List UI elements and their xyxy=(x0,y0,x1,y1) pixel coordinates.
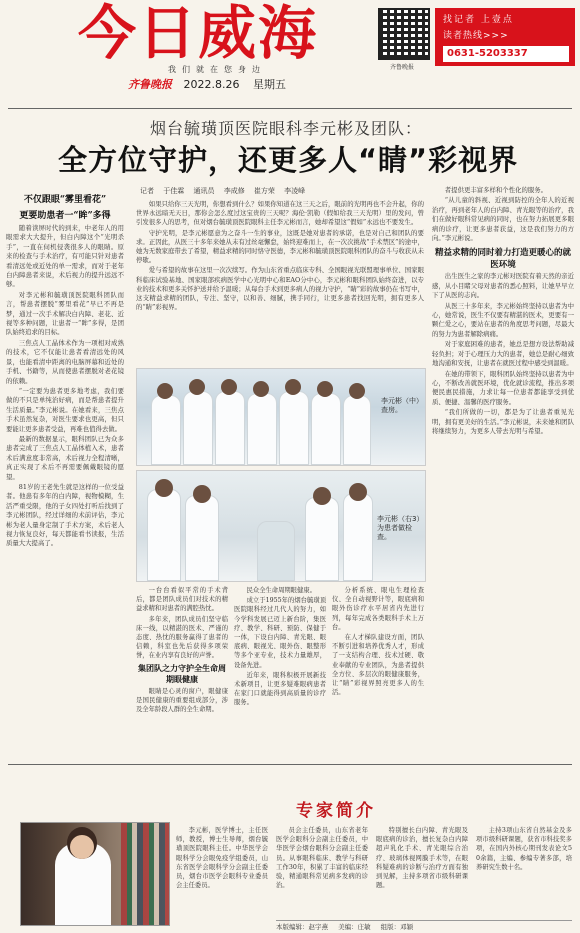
lower-col-3 xyxy=(332,586,424,758)
mid-subhead: 集团队之力守护全生命周期眼健康 xyxy=(138,662,226,684)
expert-title: 专家简介 xyxy=(296,801,376,821)
masthead-title: 今日威海 xyxy=(78,0,319,67)
left-column xyxy=(6,192,124,757)
paragraph: 守护光明，是李元彬愿意为之奋斗一生的事业，这既是她对患者的承诺，也是对自己和团队的要求。正因此，从医三十多年来她从未有过丝毫懈怠，始终迎难而上，在一次次挑战“手术禁区”的途中，她为无数家庭带去了希望，精益求精的同时恪守医德，李元彬和毓璜顶医院眼科团队的奋斗与收获从未停歇。 xyxy=(136,228,424,265)
right-column xyxy=(432,186,574,758)
paragraph: 李元彬，医学博士，主任医师，教授，博士生导师，烟台毓璜顶医院眼科主任。中华医学会眼科学分会眼免疫学组委员，山东省医学会眼科学分会副主任委员，烟台市医学会眼科专业委员会主任委员。 xyxy=(176,827,268,890)
paragraph: “一定要为患者更多地考虑，我们要做的不只是单纯治好病，而是帮患者提升生活质量。”李元彬说。在她看来，三焦点手术虽然复杂，对医生要求也更高，但只要能让更多患者受益，再难也值得去做。 xyxy=(6,386,124,433)
paragraph: 爱与希望的故事在这里一次次续写。作为山东省重点临床专科、全国眼视光联盟理事单位、国家眼科临床试验基地、国家眼部疾病医学中心光明中心和EAO分中心，李元彬和眼科团队始终奋进，以专业的技术和更多关怀护送并给予温暖；从每台手术到更多病人的视力守护，“睛”彩的故事仍在书写中，这支精益求精的团队，专注、坚守，以和善、细腻，携手同行，让更多患者找回光明，拥有更多人的“睛”彩视界。 xyxy=(136,266,424,312)
paragraph: 者提供更丰富多样和个性化的服务。 xyxy=(444,186,548,194)
divider xyxy=(8,108,572,109)
left-subhead-1: 不仅跟眼“雾里看花” xyxy=(23,195,107,205)
expert-col-1 xyxy=(176,826,268,918)
hotline-box xyxy=(435,8,575,66)
hotline-line2: 读者热线>>> xyxy=(443,31,509,41)
article-headline: 全方位守护，还更多人“睛”彩视界 xyxy=(58,143,519,177)
paragraph: 主持3项山东省自然基金及多项市级科研课题，获省市科技奖多项，在国内外核心期刊发表论文50余篇，主编、参编专著多部，培养研究生数十名。 xyxy=(476,827,572,871)
divider xyxy=(8,764,572,765)
footer-item: 美编：庄敏 xyxy=(338,923,371,931)
paragraph: 成立于1955年的烟台毓璜顶医院眼科经过几代人的努力，如今学科发展已迈上新台阶，集医疗、教学、科研、预防、保健于一体，下设白内障、青光眼、眼底病、眼视光、眼外伤、眼整形等多个亚专业，技术力量雄厚，设备先进。 xyxy=(234,597,326,669)
paragraph: 在人才梯队建设方面，团队不断引进和培养优秀人才，形成了一支结构合理、技术过硬、敬业奉献的专业团队，为患者提供全方位、多层次的眼健康服务，让“睛”彩视界照亮更多人的生活。 xyxy=(332,634,424,697)
expert-col-3 xyxy=(376,826,468,918)
lower-col-2 xyxy=(234,586,326,758)
paragraph: “从儿童的斜视、近视到防控的全年人的近视治疗，再到老年人的白内障、青光眼等的治疗，我们在做好眼科常见病的同时，也在努力拓展更多眼病的诊疗，让更多患者获益，这是我们努力的方向。”李元彬说。 xyxy=(432,196,574,243)
left-subhead-2: 更要助患者一“眸”多得 xyxy=(19,211,111,221)
byline-item: 李成修 xyxy=(223,187,245,195)
divider xyxy=(276,920,572,921)
expert-col-4 xyxy=(476,826,572,918)
footer-credits xyxy=(276,922,572,931)
byline-item: 通讯员 xyxy=(193,187,215,195)
right-subhead: 精益求精的同时着力打造更暖心的就医环境 xyxy=(434,248,571,271)
paragraph: “我们所做的一切，都是为了让患者重见光明，拥有更美好的生活。”李元彬说，未来她和团队将继续努力，为更多人带去光明与希望。 xyxy=(432,408,574,435)
paragraph: 特别擅长白内障、青光眼及眼底病的诊治，擅长复杂白内障超声乳化手术、青光眼综合治疗、玻璃体视网膜手术等，在眼科疑难病的诊断与治疗方面有独到见解，主持多项省市级科研课题。 xyxy=(376,827,468,890)
byline-item: 李凌峰 xyxy=(284,187,306,195)
paragraph: 最新的数据显示，眼科团队已为众多患者完成了三焦点人工晶体植入术，患者术后满意度非常高，术后视力全程清晰，真正实现了术后不再需要佩戴眼镜的愿望。 xyxy=(6,434,124,481)
paragraph: 81岁的王老先生就是这样的一位受益者。他患有多年的白内障，视物模糊，生活严重受限，他的子女四处打听后找到了李元彬团队，经过详细的术前评估，李元彬为老人量身定制了手术方案，术后老人视力恢复良好，每天都能看书读报，生活质量大大提高了。 xyxy=(6,482,124,548)
qr-code-icon[interactable] xyxy=(378,8,430,60)
paragraph: 对于家庭困难的患者，她总是想方设法帮助减轻负担；对于心理压力大的患者，她总是耐心细致地沟通和安抚，让患者在就医过程中感受到温暖。 xyxy=(432,340,574,368)
photo1-caption: 李元彬（中）查房。 xyxy=(381,397,423,414)
paragraph: 民众全生命周期眼健康。 xyxy=(246,587,316,594)
paragraph: 如果只给你三天光明，你想看到什么？如果你知道在这三天之后，眼前的光明再也不会升起，你的世界永远暗无天日，那你会怎么度过这宝贵的三天呢？海伦·凯勒（假如给我三天光明）里的发问，曾引发很多人的思考，但对烟台毓璜顶医院眼科主任李元彬而言，她却希望这“假如”永远也不要发生。 xyxy=(136,200,424,227)
brand-logo-text: 齐鲁晚报 xyxy=(128,78,172,91)
lower-col-1 xyxy=(136,586,228,758)
lead-section xyxy=(136,200,424,313)
expert-portrait xyxy=(20,822,170,926)
paragraph: 分析系统、眼电生理检查仪、全自动视野计等，眼底病和眼外伤诊疗水平居省内先进行列，每年完成各类眼科手术上万台。 xyxy=(332,587,424,631)
paragraph: 对李元彬和毓璜顶医院眼科团队而言，帮患者摆脱“雾里看花”早已不再是梦，通过一次手术解决白内障、老花、近视等多种问题，让患者一“眸”多得，是团队始终追求的目标。 xyxy=(6,290,124,337)
paragraph: 多年来，团队成员们坚守临床一线，以精湛的医术、严谨的态度、热忱的服务赢得了患者的信赖，科室也先后获得多项荣誉，在业内享有良好的声誉。 xyxy=(136,615,228,660)
paragraph: 随着读屏时代的到来，中老年人的用眼需求大大提升，但白内障这个“光明杀手”，一直在伺机侵袭很多人的眼睛。原来的检查与手术治疗，有可能只针对患者看清远处或近处的单一需求，而对于老年白内障患者来说，术后视力的提升远远不够。 xyxy=(6,224,124,289)
photo2-caption: 李元彬（右3）为患者做检查。 xyxy=(377,515,424,541)
hotline-number: 0631-5203337 xyxy=(443,46,569,62)
issue-date: 2022.8.26 xyxy=(183,78,240,91)
paragraph: 一台台看似平常的手术背后，都是团队成员们对技术的精益求精和对患者的满腔热忱。 xyxy=(136,587,228,613)
hotline-line1: 找记者 上壹点 xyxy=(443,15,514,25)
byline xyxy=(140,186,312,196)
dateline xyxy=(128,76,296,92)
byline-item: 记者 xyxy=(140,187,154,195)
masthead-slogan: 我们就在您身边 xyxy=(168,65,266,74)
issue-weekday: 星期五 xyxy=(252,78,286,91)
paragraph: 在她的带领下，眼科团队始终坚持以患者为中心，不断改善就医环境，优化就诊流程，推出多项便民惠民措施，力求让每一位患者都能享受到优质、便捷、温馨的医疗服务。 xyxy=(432,369,574,406)
masthead xyxy=(0,0,580,92)
paragraph: 三焦点人工晶体术作为一项相对成熟的技术，它不仅能让患者看清远处的风景，也能看清中距离的电脑屏幕和近处的手机、书籍等，从而使患者摆脱对老花镜的依赖。 xyxy=(6,338,124,385)
byline-item: 于佳霖 xyxy=(163,187,185,195)
footer-item: 组版：邓颖 xyxy=(380,923,414,931)
expert-col-2 xyxy=(276,826,368,918)
footer-item: 本版编辑：赵宇燕 xyxy=(276,923,328,931)
article-kicker: 烟台毓璜顶医院眼科李元彬及团队： xyxy=(150,119,423,138)
photo-patient-exam xyxy=(136,470,426,582)
byline-item: 崔方荣 xyxy=(253,187,275,195)
paragraph: 近年来，眼科积极开展新技术新项目，让更多疑难眼病患者在家门口就能得到高质量的诊疗服务。 xyxy=(234,671,326,707)
qr-label: 齐鲁晚报 xyxy=(390,64,415,71)
paragraph: 眼睛是心灵的窗户，眼健康是国民健康的重要组成部分，涉及全年龄段人群的全生命期。 xyxy=(136,687,228,714)
paragraph: 员会主任委员，山东省老年医学会眼科分会副主任委员，中华医学会烟台眼科分会副主任委员。从事眼科临床、教学与科研工作30年，积累了丰富的临床经验，精通眼科常见病多发病的诊治。 xyxy=(276,827,368,890)
lower-middle-section xyxy=(136,586,426,758)
photo-ward-rounds xyxy=(136,368,426,466)
paragraph: 出生医生之家的李元彬对医院有着天然的亲近感，从小目睹父母对患者的悉心照料，让她早早立下了从医的志向。 xyxy=(432,272,574,300)
paragraph: 从医三十多年来，李元彬始终坚持以患者为中心，她常说，医生不仅要有精湛的医术，更要有一颗仁爱之心，要站在患者的角度思考问题，尽最大的努力为患者解除病痛。 xyxy=(432,301,574,338)
